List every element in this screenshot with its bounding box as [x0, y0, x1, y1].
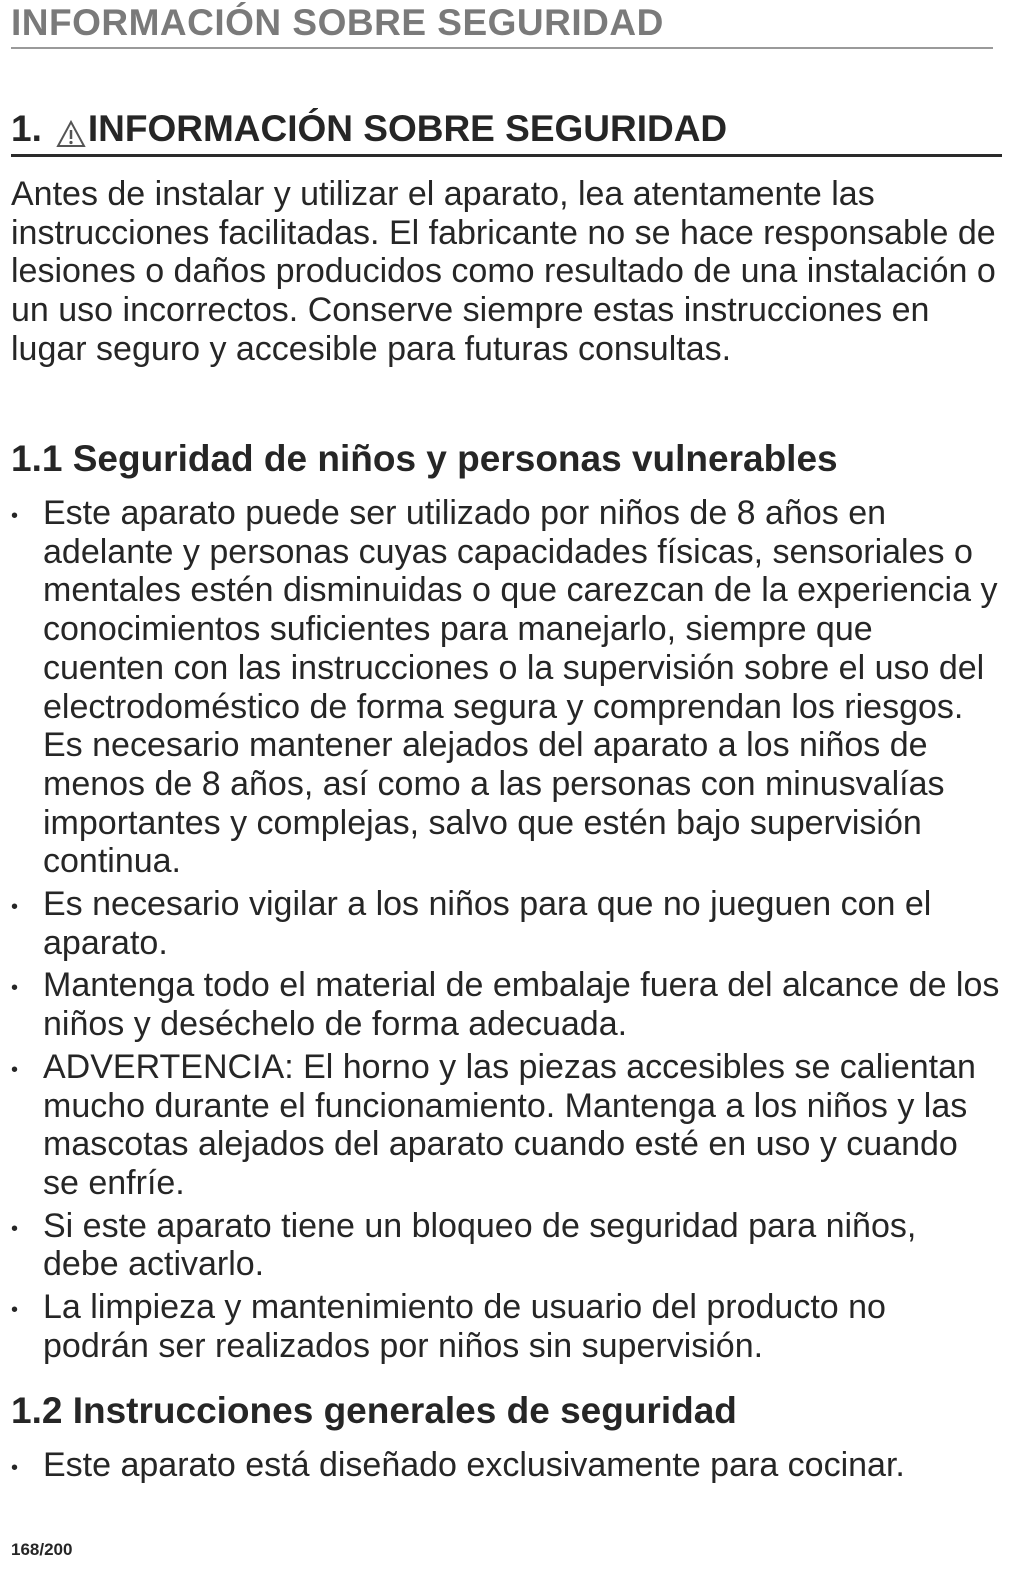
list-item-text: Es necesario vigilar a los niños para que no jueguen con el aparato.: [43, 885, 932, 962]
bullet-mark: •: [11, 977, 19, 1000]
list-item-text: Mantenga todo el material de embalaje fuera del alcance de los niños y deséchelo de forma adecuada.: [43, 966, 1000, 1044]
bullet-mark: •: [11, 1217, 19, 1240]
intro-paragraph: Antes de instalar y utilizar el aparato, lea atentamente las instrucciones facilitadas. El fabricante no se hace responsable de lesiones o daños producidos como resultado de una instalación o un uso incorrectos. Conserve siempre estas instrucciones en lugar seguro y accesible para futuras consultas.: [11, 175, 996, 368]
bullet-mark: •: [11, 1457, 19, 1479]
section-title-divider: [11, 154, 1002, 157]
list-item-text: ADVERTENCIA: El horno y las piezas accesibles se calientan mucho durante el funcionamiento. Mantenga a los niños y las mascotas alejados del aparato cuando esté en uso y cuando se enfríe.: [43, 1047, 976, 1202]
bullet-mark: •: [11, 1299, 19, 1322]
list-item: [11, 1288, 1001, 1365]
running-header: INFORMACIÓN SOBRE SEGURIDAD: [11, 2, 664, 43]
list-item-text: Este aparato puede ser utilizado por niños de 8 años en adelante y personas cuyas capacidades físicas, sensoriales o mentales estén disminuidas o que carezcan de la experiencia y conocimientos suficientes para manejarlo, siempre que cuenten con las instrucciones o la supervisión sobre el uso del electrodoméstico de forma segura y comprendan los riesgos. Es necesario mantener alejados del aparato a los niños de menos de 8 años, así como a las personas con minusvalías importantes y complejas, salvo que estén bajo supervisión continua.: [43, 494, 998, 881]
list-item: [11, 1207, 1001, 1284]
list-item: [11, 1048, 1001, 1203]
list-item: [11, 1446, 1001, 1485]
list-item-text: Si este aparato tiene un bloqueo de seguridad para niños, debe activarlo.: [43, 1206, 917, 1284]
section-number: 1.: [11, 108, 42, 149]
bullet-list-1-2: [11, 1446, 1001, 1489]
section-title-text: INFORMACIÓN SOBRE SEGURIDAD: [87, 108, 728, 149]
bullet-mark: •: [11, 896, 19, 919]
list-item-text: La limpieza y mantenimiento de usuario del producto no podrán ser realizados por niños sin supervisión.: [43, 1288, 886, 1365]
page-number: 168/200: [11, 1540, 73, 1559]
warning-triangle-icon: [56, 115, 86, 143]
list-item: [11, 966, 1001, 1043]
bullet-mark: •: [11, 505, 19, 527]
list-item: [11, 885, 1001, 962]
subsection-heading-1-2: 1.2 Instrucciones generales de seguridad: [11, 1390, 737, 1431]
subsection-heading-1-1: 1.1 Seguridad de niños y personas vulnerables: [11, 438, 838, 479]
list-item-text: Este aparato está diseñado exclusivamente para cocinar.: [43, 1446, 905, 1484]
section-title: [11, 108, 727, 150]
bullet-mark: •: [11, 1058, 19, 1081]
list-item: [11, 494, 1001, 881]
bullet-list-1-1: [11, 494, 1001, 1369]
header-divider: [11, 47, 993, 49]
